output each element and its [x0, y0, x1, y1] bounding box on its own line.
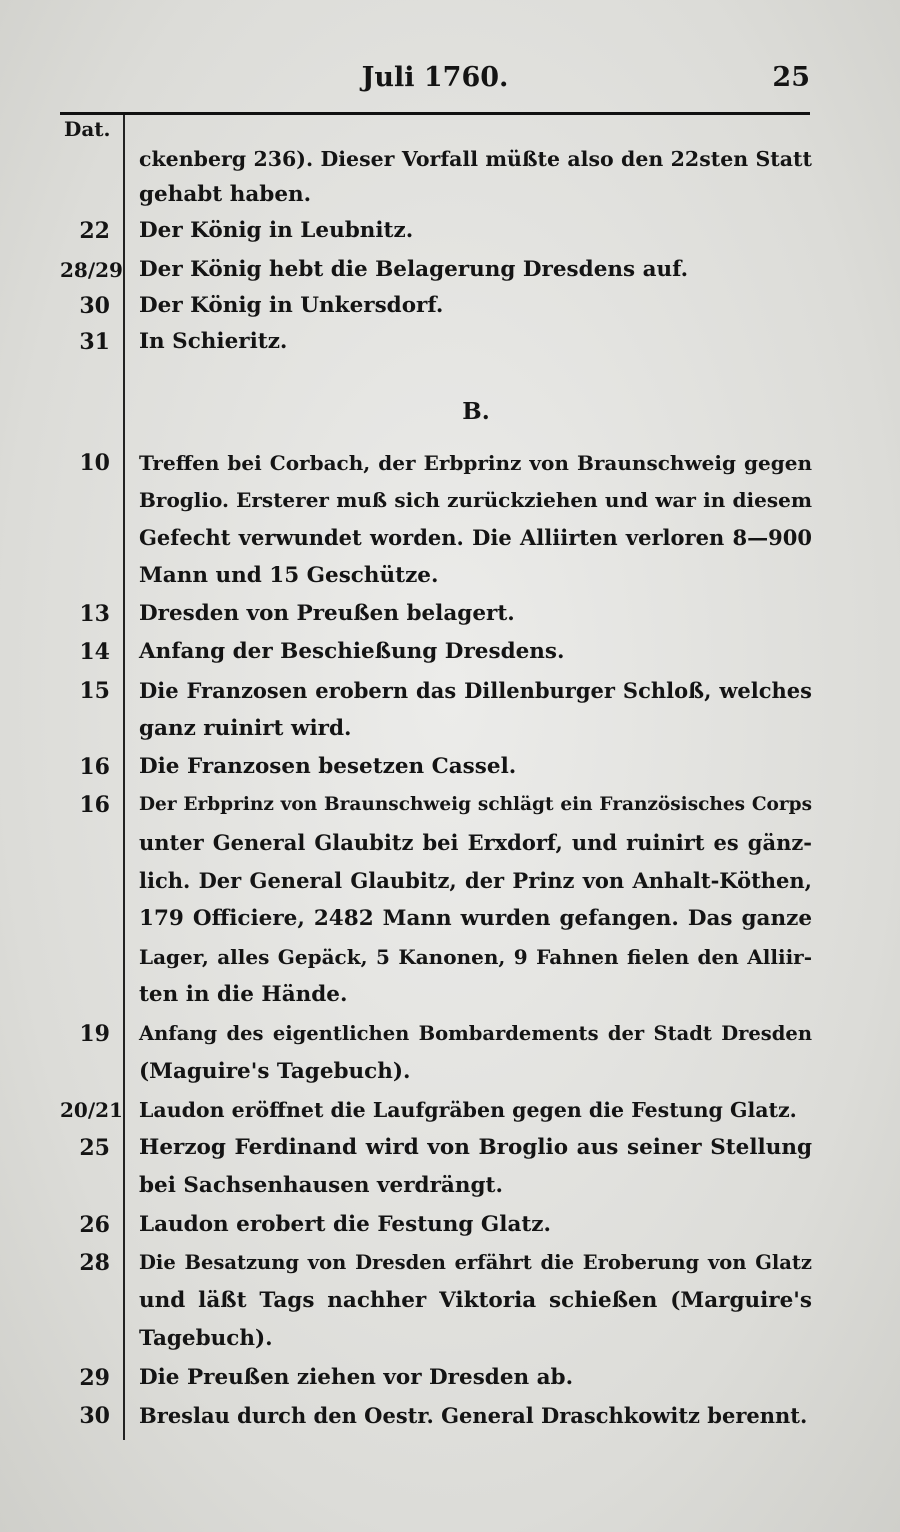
entry-line [60, 444, 812, 482]
entry-date: 25 [79, 1135, 110, 1161]
entry-text: Dresden von Preußen belagert. [139, 601, 515, 626]
entry-line [60, 1359, 812, 1397]
entry-date: 10 [79, 450, 110, 476]
entry-text: ten in die Hände. [139, 982, 348, 1007]
entry-line [60, 938, 812, 976]
entry-text: Broglio. Ersterer muß sich zurückziehen und war in diesem [139, 488, 812, 512]
entry-text: ckenberg 236). Dieser Vorfall müßte also den 22sten Statt [139, 147, 812, 171]
entry-date: 14 [79, 639, 110, 665]
entry-line [60, 557, 812, 595]
entry-date: 31 [79, 329, 110, 355]
entry-date: 19 [79, 1021, 110, 1047]
entry-text: Laudon eröffnet die Laufgräben gegen die Festung Glatz. [139, 1098, 797, 1122]
entry-date: 15 [79, 678, 110, 704]
entry-line [60, 1206, 812, 1244]
entry-text: Herzog Ferdinand wird von Broglio aus seiner Stellung [139, 1135, 812, 1160]
entry-text: lich. Der General Glaubitz, der Prinz von Anhalt-Köthen, [139, 868, 812, 893]
entry-line [60, 900, 812, 938]
entry-date: 22 [79, 218, 110, 244]
entry-line [60, 1015, 812, 1053]
entry-line [60, 323, 812, 361]
entry-text: ganz ruinirt wird. [139, 716, 352, 741]
entry-line [60, 1167, 812, 1205]
entry-text: bei Sachsenhausen verdrängt. [139, 1173, 503, 1198]
header-rule [60, 112, 810, 115]
entry-text: Der Erbprinz von Braunschweig schlägt ein Französisches Corps [139, 794, 812, 815]
entry-line [60, 212, 812, 250]
entry-text: Die Besatzung von Dresden erfährt die Eroberung von Glatz [139, 1251, 812, 1274]
entry-line [60, 140, 812, 178]
entry-date: 20/21 [60, 1098, 123, 1122]
entry-line [60, 595, 812, 633]
entry-text: (Maguire's Tagebuch). [139, 1059, 411, 1084]
entry-line [60, 481, 812, 519]
entry-text: Anfang des eigentlichen Bombardements der Stadt Dresden [139, 1022, 812, 1045]
entry-line [60, 1282, 812, 1320]
entry-text: Laudon erobert die Festung Glatz. [139, 1212, 552, 1237]
entry-line [60, 786, 812, 824]
entry-text: Anfang der Beschießung Dresdens. [139, 639, 565, 664]
entry-text: Der König in Unkersdorf. [139, 293, 444, 318]
entry-date: 16 [79, 754, 110, 780]
entry-line [60, 862, 812, 900]
entry-line [60, 976, 812, 1014]
entry-text: Die Franzosen besetzen Cassel. [139, 754, 517, 779]
entry-text: und läßt Tags nachher Viktoria schießen (Marguire's [139, 1288, 812, 1313]
entry-text: Treffen bei Corbach, der Erbprinz von Braunschweig gegen [139, 451, 812, 475]
entry-line [60, 287, 812, 325]
entry-text: Der König in Leubnitz. [139, 218, 414, 243]
entry-date: 16 [79, 792, 110, 818]
page-title: Juli 1760. [361, 62, 509, 93]
entry-text: Lager, alles Gepäck, 5 Kanonen, 9 Fahnen fielen den Alliir- [139, 945, 812, 969]
entry-line [60, 1129, 812, 1167]
entry-line [60, 519, 812, 557]
entry-line [60, 710, 812, 748]
entry-text: Die Franzosen erobern das Dillenburger Schloß, welches [139, 678, 812, 703]
entry-date: 26 [79, 1212, 110, 1238]
entry-line [60, 1091, 812, 1129]
page-header [60, 58, 810, 98]
date-column-label: Dat. [64, 117, 111, 141]
entry-text: unter General Glaubitz bei Erxdorf, und ruinirt es gänz- [139, 830, 812, 855]
entry-line [60, 672, 812, 710]
entry-date: 30 [79, 293, 110, 319]
entry-text: Der König hebt die Belagerung Dresdens auf. [139, 257, 689, 282]
entry-date: 13 [79, 601, 110, 627]
entry-date: 30 [79, 1403, 110, 1429]
entry-line [60, 1397, 812, 1435]
entry-text: Tagebuch). [139, 1326, 273, 1351]
entry-line [60, 1320, 812, 1358]
entry-line [60, 748, 812, 786]
page-number: 25 [772, 62, 810, 93]
entry-text: 179 Officiere, 2482 Mann wurden gefangen. Das ganze [139, 906, 812, 931]
entry-line [60, 1244, 812, 1282]
entry-line [60, 176, 812, 214]
entry-date: 29 [79, 1365, 110, 1391]
entry-text: Mann und 15 Geschütze. [139, 563, 439, 588]
entry-text: Die Preußen ziehen vor Dresden ab. [139, 1365, 574, 1390]
section-heading-b: B. [462, 398, 490, 425]
entry-date: 28 [79, 1250, 110, 1276]
entry-text: Breslau durch den Oestr. General Draschkowitz berennt. [139, 1403, 808, 1428]
entry-line [60, 251, 812, 289]
entry-line [60, 824, 812, 862]
entry-text: Gefecht verwundet worden. Die Alliirten verloren 8—900 [139, 525, 812, 550]
entry-line [60, 1053, 812, 1091]
entry-text: gehabt haben. [139, 182, 312, 207]
entry-date: 28/29 [60, 258, 123, 282]
entry-line [60, 633, 812, 671]
entry-text: In Schieritz. [139, 329, 288, 354]
